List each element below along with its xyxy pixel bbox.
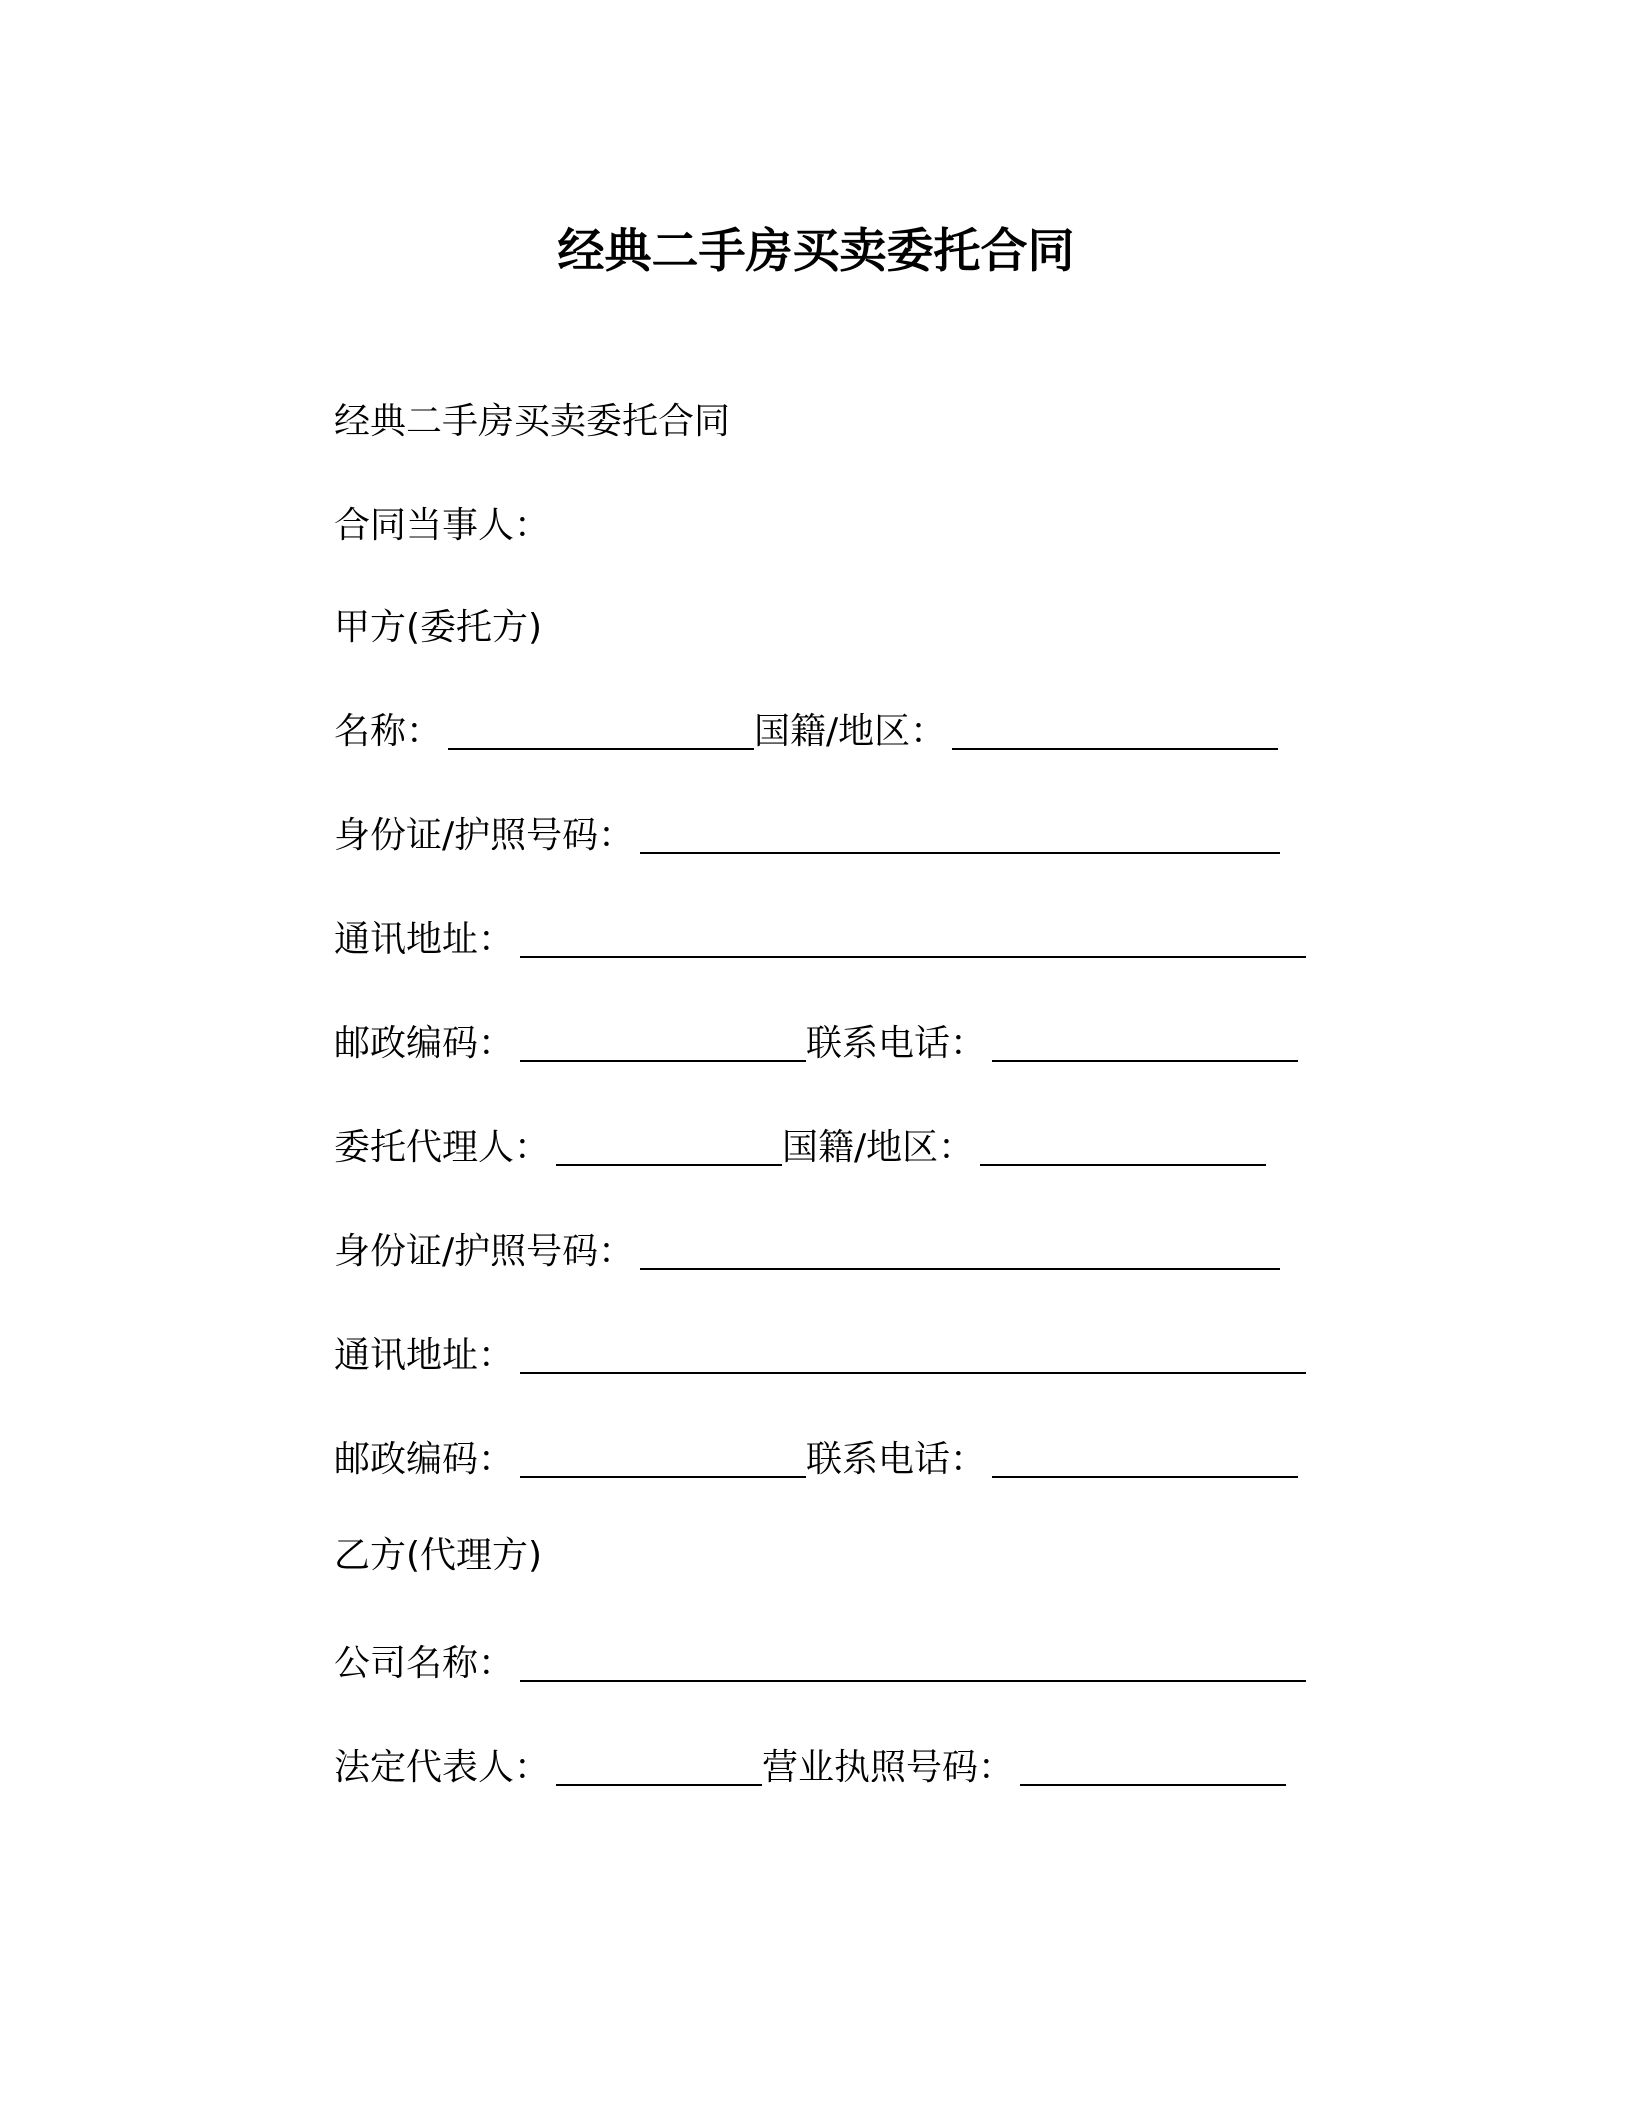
postal-code-field[interactable] (520, 1022, 806, 1062)
agent-id-row (334, 1226, 1280, 1278)
id-passport-field[interactable] (640, 814, 1280, 854)
agent-label: 委托代理人： (334, 1127, 551, 1168)
name-field[interactable] (448, 710, 754, 750)
name-label: 名称： (334, 711, 443, 752)
party-a-name-row (334, 706, 1278, 758)
legal-rep-label: 法定代表人： (334, 1747, 551, 1788)
nationality-field[interactable] (952, 710, 1278, 750)
subtitle-text: 经典二手房买卖委托合同 (334, 401, 731, 442)
agent-row (334, 1122, 1266, 1174)
agent-phone-label: 联系电话： (806, 1439, 987, 1480)
agent-address-field[interactable] (520, 1334, 1306, 1374)
company-name-row (334, 1638, 1306, 1690)
company-name-field[interactable] (520, 1642, 1306, 1682)
nationality-label: 国籍/地区： (754, 711, 947, 752)
agent-address-label: 通讯地址： (334, 1335, 515, 1376)
agent-nationality-field[interactable] (980, 1126, 1266, 1166)
postal-code-label: 邮政编码： (334, 1023, 515, 1064)
party-a-heading-text: 甲方(委托方) (334, 607, 543, 648)
agent-phone-field[interactable] (992, 1438, 1298, 1478)
id-passport-label: 身份证/护照号码： (334, 815, 635, 856)
business-license-field[interactable] (1020, 1746, 1286, 1786)
party-b-heading (334, 1530, 542, 1582)
agent-id-passport-field[interactable] (640, 1230, 1280, 1270)
party-b-heading-text: 乙方(代理方) (334, 1535, 543, 1576)
subtitle-line (334, 396, 730, 448)
address-field[interactable] (520, 918, 1306, 958)
address-label: 通讯地址： (334, 919, 515, 960)
party-a-address-row (334, 914, 1306, 966)
phone-label: 联系电话： (806, 1023, 987, 1064)
legal-rep-field[interactable] (556, 1746, 762, 1786)
agent-field[interactable] (556, 1126, 782, 1166)
party-a-postal-row (334, 1018, 1298, 1070)
agent-address-row (334, 1330, 1306, 1382)
agent-postal-row (334, 1434, 1298, 1486)
phone-field[interactable] (992, 1022, 1298, 1062)
parties-heading-text: 合同当事人： (334, 505, 551, 546)
business-license-label: 营业执照号码： (762, 1747, 1015, 1788)
party-a-heading (334, 602, 542, 654)
agent-nationality-label: 国籍/地区： (782, 1127, 975, 1168)
party-a-id-row (334, 810, 1280, 862)
agent-id-passport-label: 身份证/护照号码： (334, 1231, 635, 1272)
company-name-label: 公司名称： (334, 1643, 515, 1684)
page-title: 经典二手房买卖委托合同 (557, 224, 1075, 279)
agent-postal-code-label: 邮政编码： (334, 1439, 515, 1480)
agent-postal-code-field[interactable] (520, 1438, 806, 1478)
parties-heading (334, 500, 550, 552)
legal-rep-row (334, 1742, 1286, 1794)
